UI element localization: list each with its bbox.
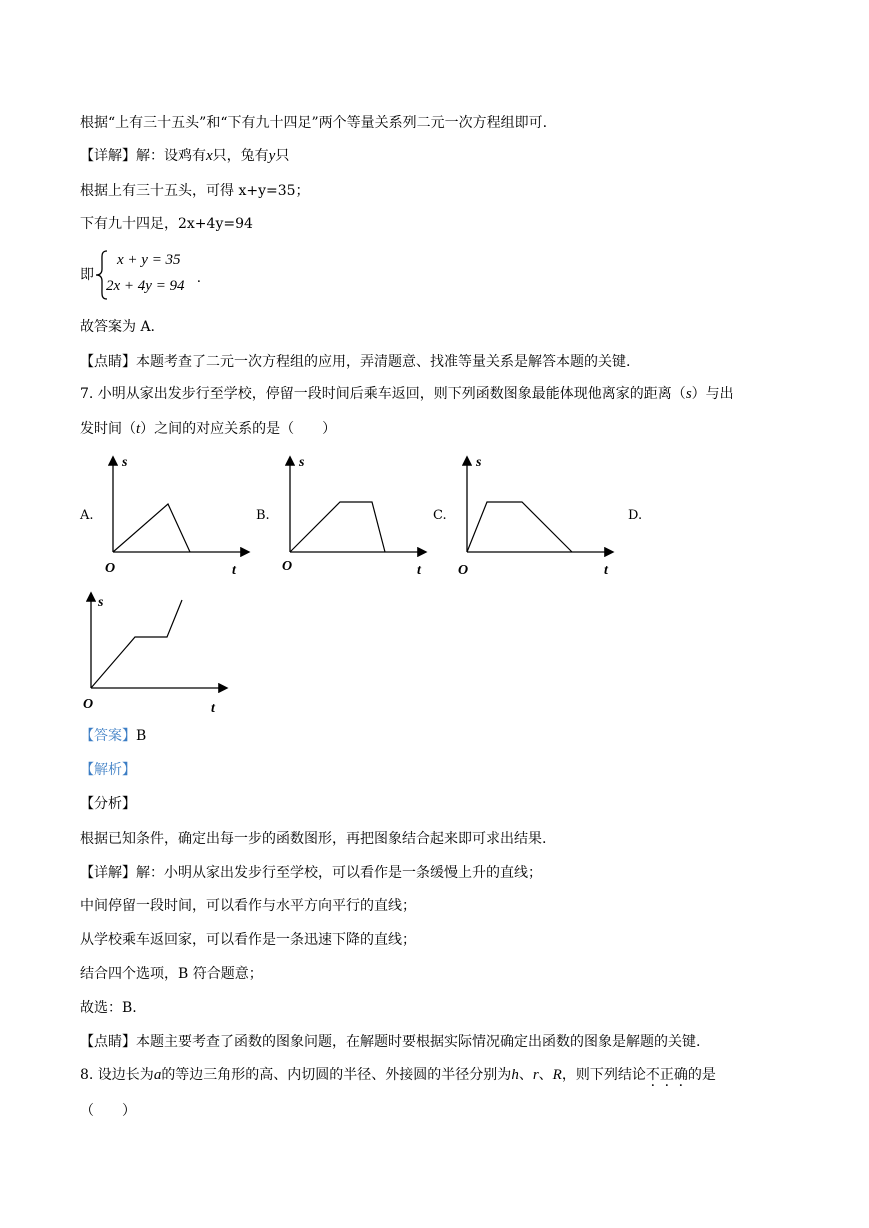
o-label: O	[458, 563, 469, 578]
text-segment: 8. 设边长为	[80, 1067, 154, 1083]
fenxi-tag: 【分析】	[80, 796, 136, 812]
answer-line-4: 从学校乘车返回家，可以看作是一条迅速下降的直线；	[80, 932, 416, 948]
s-label: s	[98, 595, 104, 610]
text-segment: ）之间的对应关系的是（ ）	[140, 421, 337, 437]
emphasis-char: 正	[659, 1067, 674, 1083]
graph-a	[100, 452, 260, 582]
var-x: x	[206, 148, 213, 164]
equation-1: x + y = 35	[117, 252, 181, 268]
text-segment: 只	[275, 148, 290, 164]
text-segment: 发时间（	[80, 421, 136, 437]
answer-line-1: 根据已知条件，确定出每一步的函数图形，再把图象结合起来即可求出结果.	[80, 831, 547, 847]
answer-tag: 【答案】	[80, 728, 136, 744]
text-segment: 7. 小明从家出发步行至学校，停留一段时间后乘车返回，则下列函数图象最能体现他离家的距离（	[80, 386, 686, 402]
var-a: a	[153, 1067, 162, 1083]
var-r: r	[532, 1067, 539, 1083]
text-segment: ）与出	[691, 386, 734, 402]
t-label: t	[604, 563, 608, 578]
text-line-7: 【点睛】本题考查了二元一次方程组的应用，弄清题意、找准等量关系是解答本题的关键.	[80, 354, 631, 370]
answer-line-5: 结合四个选项，B 符合题意；	[80, 966, 263, 982]
option-b-label: B.	[256, 508, 270, 523]
analysis-tag: 【解析】	[80, 762, 136, 778]
graph-d	[78, 590, 248, 720]
graph-c	[454, 452, 624, 582]
system-prefix: 即	[80, 267, 94, 283]
text-line-6: 故答案为 A.	[80, 319, 156, 335]
answer-line	[80, 727, 146, 745]
emphasis-char: 不	[645, 1067, 660, 1083]
graph-d-curve	[91, 600, 182, 688]
graph-a-curve	[113, 504, 190, 552]
var-t: t	[136, 421, 141, 437]
text-segment: 只，兔有	[212, 148, 269, 164]
t-label: t	[211, 701, 215, 716]
text-line-3: 根据上有三十五头，可得 x+y=35；	[80, 183, 310, 199]
question-7-line-2	[80, 420, 336, 438]
answer-line-6: 故选：B.	[80, 1000, 137, 1016]
question-8-line-2: （ ）	[80, 1103, 136, 1119]
question-8-line-1	[80, 1066, 716, 1084]
t-label: t	[232, 563, 236, 578]
t-label: t	[417, 563, 421, 578]
option-a-label: A.	[80, 508, 94, 523]
s-label: s	[122, 455, 128, 470]
answer-value: B	[136, 728, 147, 744]
answer-line-7: 【点睛】本题主要考查了函数的图象问题，在解题时要根据实际情况确定出函数的图象是解题的关键.	[80, 1034, 701, 1050]
text-segment: 的是	[687, 1067, 716, 1083]
answer-line-2: 【详解】解：小明从家出发步行至学校，可以看作是一条缓慢上升的直线；	[80, 865, 542, 881]
text-segment: 、	[518, 1067, 533, 1083]
text-line-4: 下有九十四足，2x+4y=94	[80, 216, 253, 232]
s-label: s	[476, 455, 482, 470]
option-d-label: D.	[628, 508, 643, 523]
var-s: s	[685, 386, 692, 402]
emphasis-char: 确	[673, 1067, 688, 1083]
option-c-label: C.	[433, 508, 447, 523]
s-label: s	[299, 455, 305, 470]
var-h: h	[511, 1067, 519, 1083]
var-y: y	[268, 148, 276, 164]
o-label: O	[282, 559, 293, 574]
graph-b-curve	[290, 502, 385, 552]
text-segment: ，则下列结论	[561, 1067, 646, 1083]
var-big-r: R	[552, 1067, 562, 1083]
detail-tag: 【详解】	[80, 148, 136, 164]
graph-b	[277, 452, 437, 582]
text-segment: 解：设鸡有	[136, 148, 206, 164]
text-line-2	[80, 147, 289, 165]
o-label: O	[105, 561, 116, 576]
equation-period: .	[197, 270, 201, 286]
graph-c-curve	[467, 502, 572, 552]
equation-2: 2x + 4y = 94	[106, 278, 185, 294]
text-line-1: 根据“上有三十五头”和“下有九十四足”两个等量关系列二元一次方程组即可.	[80, 115, 548, 131]
question-7-line-1	[80, 385, 734, 403]
answer-line-3: 中间停留一段时间，可以看作与水平方向平行的直线；	[80, 898, 416, 914]
text-segment: 、	[538, 1067, 553, 1083]
text-segment: 的等边三角形的高、内切圆的半径、外接圆的半径分别为	[161, 1067, 512, 1083]
o-label: O	[83, 697, 94, 712]
